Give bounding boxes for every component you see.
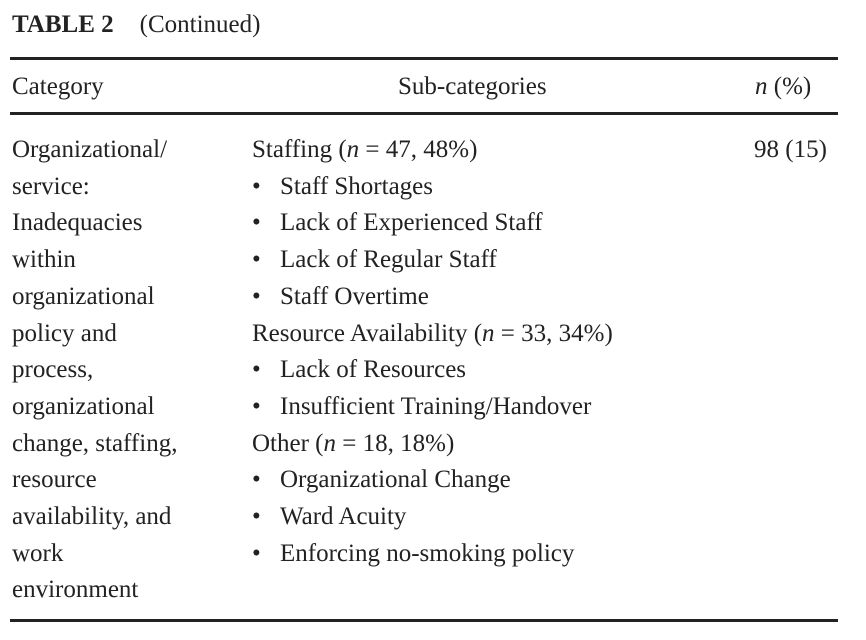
header-percent-label: (%): [773, 73, 812, 100]
subgroup-heading-staffing: Staffing (n = 47, 48%): [252, 136, 478, 163]
bullet-icon: •: [252, 282, 261, 310]
subgroup-title: Other: [252, 429, 309, 457]
subgroup-n: 18: [362, 429, 388, 457]
category-line: availability, and: [12, 503, 172, 531]
bullet-icon: •: [252, 246, 261, 274]
header-n-label: n: [755, 73, 768, 100]
list-item-text: Staff Overtime: [280, 282, 429, 310]
list-item: [252, 279, 722, 316]
bullet-icon: •: [252, 392, 261, 420]
header-category: Category: [12, 73, 104, 100]
category-cell: [12, 132, 240, 609]
subgroup-n: 33: [521, 319, 547, 347]
table-continued-note: (Continued): [139, 11, 261, 38]
category-line: environment: [12, 576, 139, 604]
list-item-text: Enforcing no-smoking policy: [280, 539, 575, 567]
n-symbol: n: [482, 319, 495, 347]
bullet-icon: •: [252, 209, 261, 237]
category-line: within: [12, 246, 76, 274]
subgroup-heading-resource-availability: Resource Availability (n = 33, 34%): [252, 319, 613, 347]
header-n-percent: [755, 70, 811, 104]
table-number: TABLE 2: [12, 11, 114, 38]
list-item-text: Ward Acuity: [280, 503, 407, 531]
bullet-icon: •: [252, 356, 261, 384]
header-subcategories: Sub-categories: [398, 73, 547, 100]
bullet-icon: •: [252, 466, 261, 494]
subgroup-pct: 34%: [558, 319, 605, 347]
table-caption: [12, 8, 260, 42]
category-line: change, staffing,: [12, 429, 178, 457]
n-symbol: n: [346, 136, 360, 163]
list-item-text: Staff Shortages: [280, 172, 433, 200]
list-item-text: Lack of Resources: [280, 356, 467, 384]
list-item: [252, 536, 722, 573]
subgroup-n: 47: [385, 136, 411, 163]
n-percent-cell: 98 (15): [754, 136, 827, 163]
bullet-icon: •: [252, 503, 261, 531]
category-line: Inadequacies: [12, 209, 143, 237]
list-item: [252, 499, 722, 536]
header-rule: [10, 112, 838, 115]
subgroup-heading-other: Other (n = 18, 18%): [252, 429, 455, 457]
list-item: [252, 389, 722, 426]
subgroup-pct: 18%: [400, 429, 446, 457]
category-line: work: [12, 539, 64, 567]
list-item-text: Lack of Experienced Staff: [280, 209, 543, 237]
category-line: Organizational/: [12, 136, 168, 163]
category-line: policy and: [12, 319, 117, 347]
category-line: process,: [12, 356, 94, 384]
bullet-icon: •: [252, 172, 261, 200]
subgroup-title: Resource Availability: [252, 319, 468, 347]
bullet-icon: •: [252, 539, 261, 567]
n-symbol: n: [323, 429, 336, 457]
subcategories-cell: [252, 132, 722, 572]
category-line: service:: [12, 172, 90, 200]
list-item: [252, 462, 722, 499]
category-line: organizational: [12, 282, 155, 310]
list-item-text: Lack of Regular Staff: [280, 246, 497, 274]
subgroup-pct: 48%: [423, 136, 470, 163]
list-item: [252, 242, 722, 279]
list-item-text: Insufficient Training/Handover: [280, 392, 592, 420]
list-item-text: Organizational Change: [280, 466, 511, 494]
category-line: organizational: [12, 392, 155, 420]
bottom-rule: [10, 619, 838, 622]
list-item: [252, 169, 722, 206]
subgroup-title: Staffing: [252, 136, 333, 163]
top-rule: [10, 57, 838, 60]
category-line: resource: [12, 466, 97, 494]
list-item: [252, 205, 722, 242]
list-item: [252, 352, 722, 389]
